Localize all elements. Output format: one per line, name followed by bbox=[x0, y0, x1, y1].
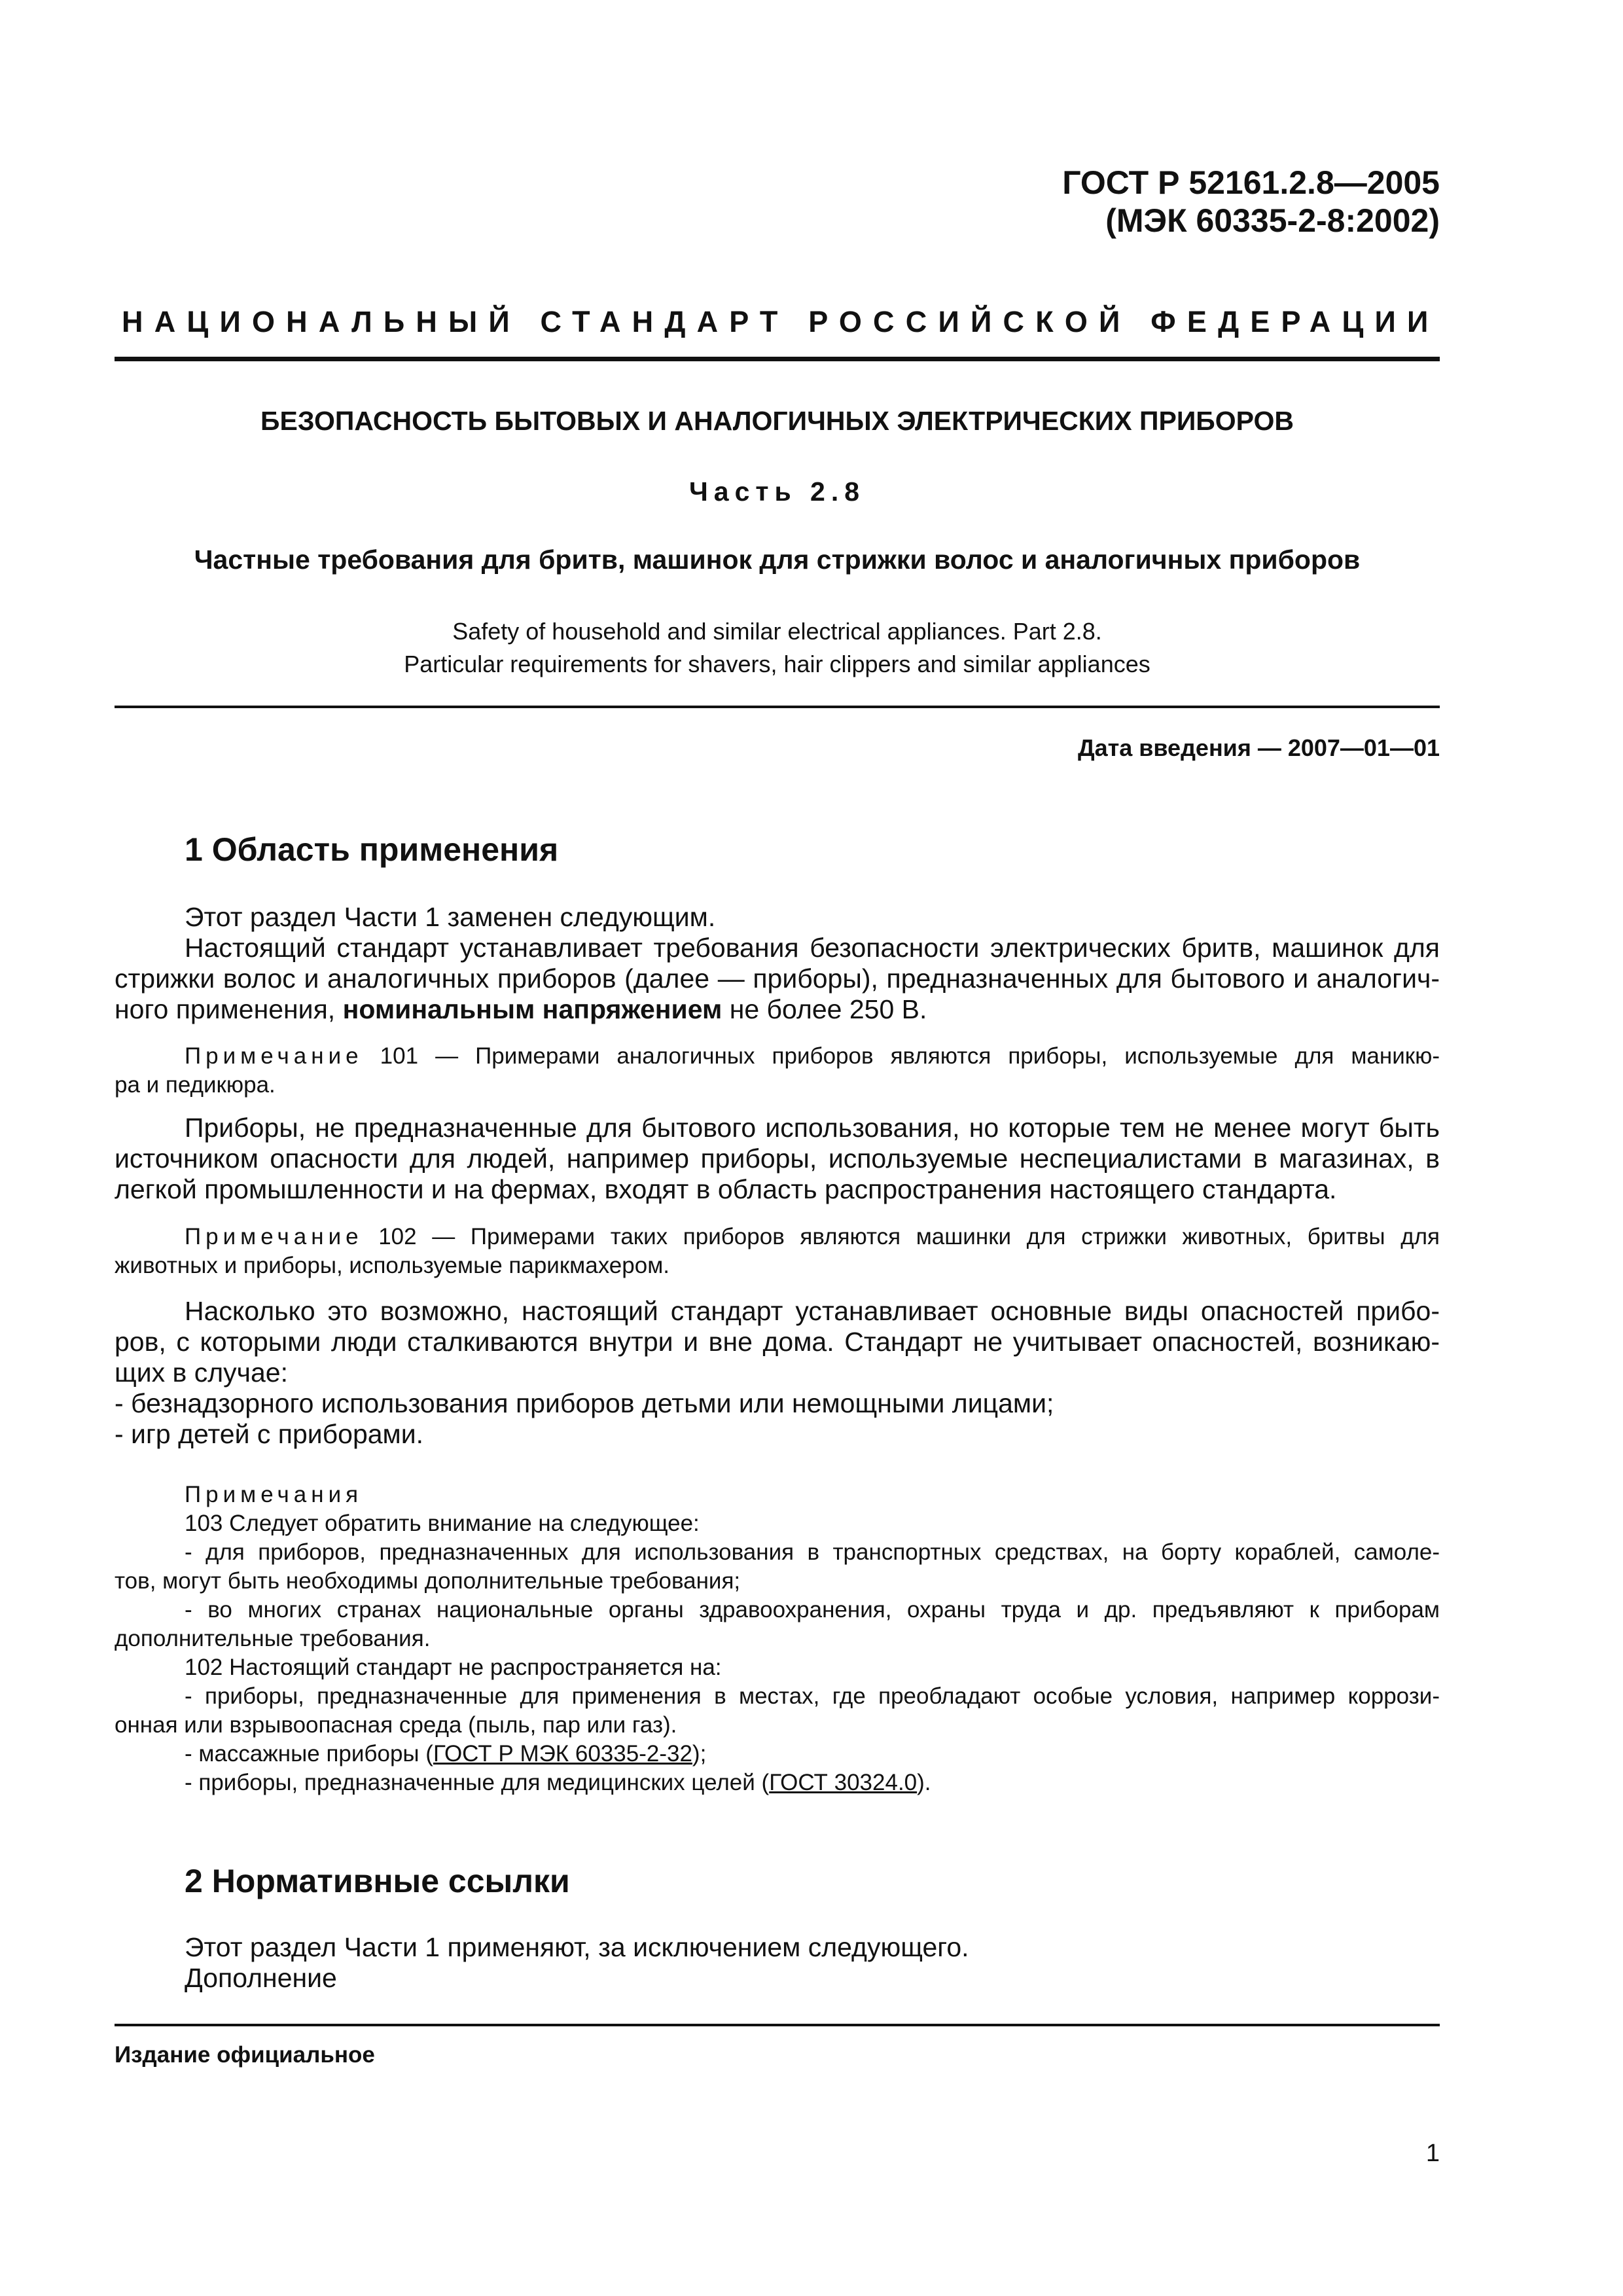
section-1-paragraph-4: Насколько это возможно, настоящий стандарт устанавливает основные виды опасностей прибо- ров, с которыми люди сталкиваются внутри и вне дома. Стандарт не учитывает опасностей, возникаю- щих в случае: - безнадзорного использования приборов детьми или немощными лицами; - игр детей с приборами. bbox=[115, 1296, 1440, 1449]
page-number: 1 bbox=[1425, 2140, 1440, 2167]
subtitle: Частные требования для бритв, машинок для стрижки волос и аналогичных приборов bbox=[194, 545, 1361, 575]
footer-rule bbox=[115, 2024, 1440, 2026]
introduction-date: Дата введения — 2007—01—01 bbox=[1077, 734, 1440, 761]
header-rule bbox=[115, 357, 1440, 361]
gost-30324-link[interactable]: ГОСТ 30324.0 bbox=[769, 1770, 918, 1795]
notes-block: Примечания 103 Следует обратить внимание на следующее: - для приборов, предназначенных для использования в транспортных средствах, на борту кораблей, самоле- тов, могут быть необходимы дополнительные требования; - во многих странах национальные органы здравоохранения, охраны труда и др. предъявляют к приборам дополнительные требования. 102 Настоящий стандарт не распространяется на: - приборы, предназначенные для применения в местах, где преобладают особые условия, например коррози- онная или взрывоопасная среда (пыль, пар или газ). - массажные приборы (ГОСТ Р МЭК 60335-2-32); - приборы, предназначенные для медицинских целей (ГОСТ 30324.0). bbox=[115, 1482, 1440, 1795]
section-2-paragraph: Этот раздел Части 1 применяют, за исключением следующего. Дополнение bbox=[185, 1932, 969, 1993]
note-102: Примечание 102 — Примерами таких приборов являются машинки для стрижки животных, бритвы для животных и приборы, используемые парикмахером. bbox=[115, 1224, 1440, 1278]
english-title-line: Particular requirements for shavers, hair clippers and similar appliances bbox=[404, 651, 1150, 677]
note-101: Примечание 101 — Примерами аналогичных приборов являются приборы, используемые для маникю- ра и педикюра. bbox=[115, 1043, 1440, 1098]
part-label: Часть 2.8 bbox=[688, 476, 866, 507]
list-item: - безнадзорного использования приборов детьми или немощными лицами; bbox=[115, 1388, 1054, 1418]
national-standard-banner: НАЦИОНАЛЬНЫЙ СТАНДАРТ РОССИЙСКОЙ ФЕДЕРАЦИИ bbox=[122, 305, 1440, 338]
section-1-paragraph-3: Приборы, не предназначенные для бытового использования, но которые тем не менее могут быть источником опасности для людей, например приборы, используемые неспециалистами в магазинах, в легкой промышленности и на фермах, входят в область распространения настоящего стандарта. bbox=[115, 1113, 1440, 1204]
english-title-line: Safety of household and similar electrical appliances. Part 2.8. bbox=[452, 618, 1102, 645]
list-item: - игр детей с приборами. bbox=[115, 1419, 424, 1449]
title-rule bbox=[115, 706, 1440, 708]
main-title: БЕЗОПАСНОСТЬ БЫТОВЫХ И АНАЛОГИЧНЫХ ЭЛЕКТРИЧЕСКИХ ПРИБОРОВ bbox=[260, 406, 1294, 436]
section-1-paragraph-1: Этот раздел Части 1 заменен следующим. bbox=[185, 902, 716, 932]
section-1-paragraph-2: Настоящий стандарт устанавливает требования безопасности электрических бритв, машинок для стрижки волос и аналогичных приборов (далее — приборы), предназначенных для бытового и аналогич- ного применения, номинальным напряжением не более 250 В. bbox=[115, 933, 1440, 1024]
official-edition-label: Издание официальное bbox=[115, 2042, 375, 2068]
section-1-heading: 1 Область применения bbox=[185, 831, 559, 868]
english-title bbox=[115, 615, 1440, 681]
iec-number: (МЭК 60335-2-8:2002) bbox=[1105, 202, 1440, 239]
defined-term: номинальным напряжением bbox=[342, 994, 722, 1024]
gost-60335-2-32-link[interactable]: ГОСТ Р МЭК 60335-2-32 bbox=[433, 1741, 692, 1767]
section-2-heading: 2 Нормативные ссылки bbox=[185, 1863, 570, 1899]
notes-label: Примечания bbox=[185, 1482, 363, 1507]
document-code bbox=[654, 164, 1440, 240]
gost-number: ГОСТ Р 52161.2.8—2005 bbox=[1062, 164, 1440, 201]
